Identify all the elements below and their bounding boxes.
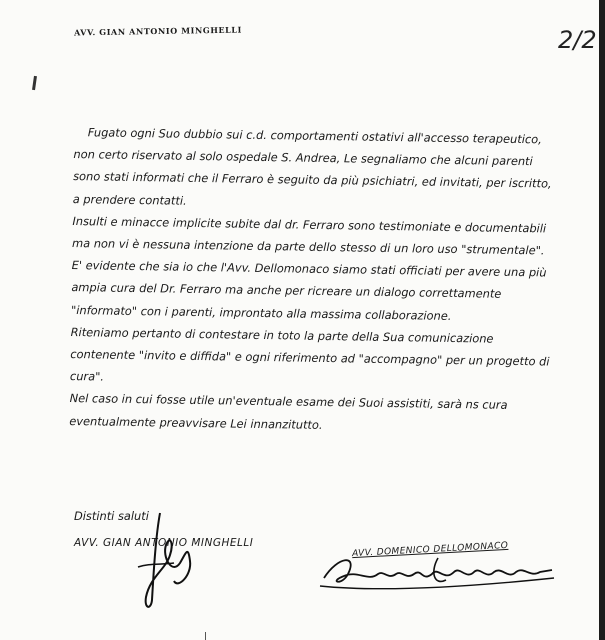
- paragraph-4: Riteniamo pertanto di contestare in toto la parte della Sua comunicazione contenente "invito e diffida" e ogni riferimento ad "accompagno" per un progetto di cura".: [69, 324, 550, 384]
- paragraph-2: Insulti e minacce implicite subite dal dr. Ferraro sono testimoniate e documentabili ma non vi è nessuna intenzione da parte dello stesso di un loro uso "strumentale".: [71, 213, 547, 258]
- signature-left-scribble: [130, 505, 240, 615]
- margin-mark: [32, 76, 37, 90]
- paragraph-3: E' evidente che sia io che l'Avv. Dellomonaco siamo stati officiati per avere una più ampia cura del Dr. Ferraro ma anche per ricreare un dialogo correttamente "informato" con i parenti, improntato alla massima collaborazione.: [70, 258, 547, 323]
- bottom-tick: [205, 632, 206, 640]
- letterhead: AVV. GIAN ANTONIO MINGHELLI: [73, 24, 243, 38]
- paragraph-5: Nel caso in cui fosse utile un'eventuale esame dei Suoi assistiti, sarà ns cura eventualmente preavvisare Lei innanzitutto.: [69, 391, 508, 432]
- page-number: 2/2: [558, 26, 597, 54]
- signature-right-scribble: [318, 552, 558, 597]
- scan-edge: [599, 0, 605, 640]
- signatory-left: AVV. GIAN ANTONIO MINGHELLI: [74, 537, 254, 549]
- letter-body: [69, 121, 554, 439]
- paragraph-1: Fugato ogni Suo dubbio sui c.d. comportamenti ostativi all'accesso terapeutico, non certo riservato al solo ospedale S. Andrea, Le segnaliamo che alcuni parenti sono stati informati che il Ferraro è seguito da più psichiatri, ed invitati, per iscritto, a prendere contatti.: [72, 125, 552, 208]
- closing: Distinti saluti: [74, 509, 149, 523]
- signatory-right: AVV. DOMENICO DELLOMONACO: [351, 540, 509, 560]
